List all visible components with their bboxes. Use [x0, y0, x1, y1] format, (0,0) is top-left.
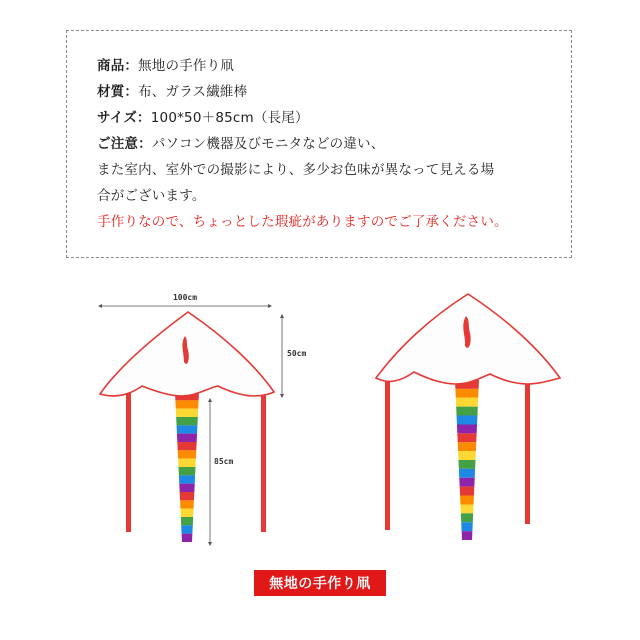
footer-title-badge: 無地の手作り凧 — [254, 570, 386, 596]
tail-stripe — [460, 504, 473, 513]
tail-stripe — [461, 522, 473, 531]
tail-stripe — [180, 492, 195, 500]
tail-stripe — [181, 525, 193, 533]
kite-right-stick-left — [385, 380, 390, 530]
spec-material-label: 材質 — [97, 84, 125, 100]
tail-stripe — [459, 478, 474, 487]
spec-note-line1: パソコン機器及びモニタなどの違い、 — [151, 136, 385, 152]
kite-left — [100, 312, 274, 542]
kite-right — [376, 294, 560, 540]
spec-product: 商品：無地の手作り凧 — [97, 58, 235, 74]
tail-stripe — [177, 425, 198, 433]
tail-stripe — [458, 442, 477, 451]
kite-right-stick-right — [525, 380, 530, 524]
tail-stripe — [457, 424, 477, 433]
tail-stripe — [179, 484, 194, 492]
tail-stripe — [178, 450, 197, 458]
spec-material: 材質：布、ガラス繊維棒 — [97, 84, 248, 100]
spec-material-value: 布、ガラス繊維棒 — [138, 84, 248, 100]
tail-stripe — [461, 513, 473, 522]
spec-size: サイズ：100*50＋85cm（長尾） — [97, 110, 309, 126]
tail-stripe — [460, 496, 474, 505]
tail-stripe — [176, 409, 198, 417]
kite-left-stick-right — [261, 392, 266, 532]
spec-note-line2: また室内、室外での撮影により、多少お色味が異なって見える場 — [97, 162, 495, 178]
tail-stripe — [177, 442, 196, 450]
kite-right-tail — [455, 380, 479, 540]
tail-stripe — [459, 460, 476, 469]
tail-stripe — [181, 517, 193, 525]
tail-stripe — [455, 389, 478, 398]
tail-stripe — [456, 398, 478, 407]
tail-stripe — [178, 459, 196, 467]
tail-stripe — [457, 416, 478, 425]
tail-stripe — [182, 534, 193, 542]
tail-stripe — [459, 469, 475, 478]
spec-size-label: サイズ — [97, 110, 138, 126]
spec-note-label: ご注意 — [97, 136, 139, 152]
height-dimension-label: 50cm — [287, 349, 307, 358]
tail-stripe — [457, 433, 476, 442]
tail-stripe — [462, 531, 473, 540]
tail-stripe — [456, 407, 478, 416]
spec-note-line3: 合がございます。 — [97, 188, 206, 204]
tail-stripe — [458, 451, 476, 460]
kite-left-stick-left — [126, 392, 131, 532]
spec-size-value: 100*50＋85cm（長尾） — [150, 110, 309, 126]
tail-stripe — [180, 509, 193, 517]
tail-stripe — [177, 434, 197, 442]
spec-warning: 手作りなので、ちょっとした瑕疵がありますのでご了承ください。 — [97, 214, 508, 230]
tail-stripe — [460, 487, 475, 496]
tail-stripe — [175, 400, 198, 408]
kite-left-tail — [175, 392, 199, 542]
spec-note: ご注意：パソコン機器及びモニタなどの違い、 — [97, 136, 385, 152]
tail-stripe — [179, 475, 195, 483]
tail-stripe — [179, 467, 196, 475]
spec-product-label: 商品 — [97, 58, 125, 74]
width-dimension-label: 100cm — [172, 293, 198, 302]
spec-product-value: 無地の手作り凧 — [138, 58, 235, 74]
tail-dimension-label: 85cm — [214, 457, 234, 466]
tail-stripe — [176, 417, 198, 425]
tail-stripe — [180, 500, 194, 508]
